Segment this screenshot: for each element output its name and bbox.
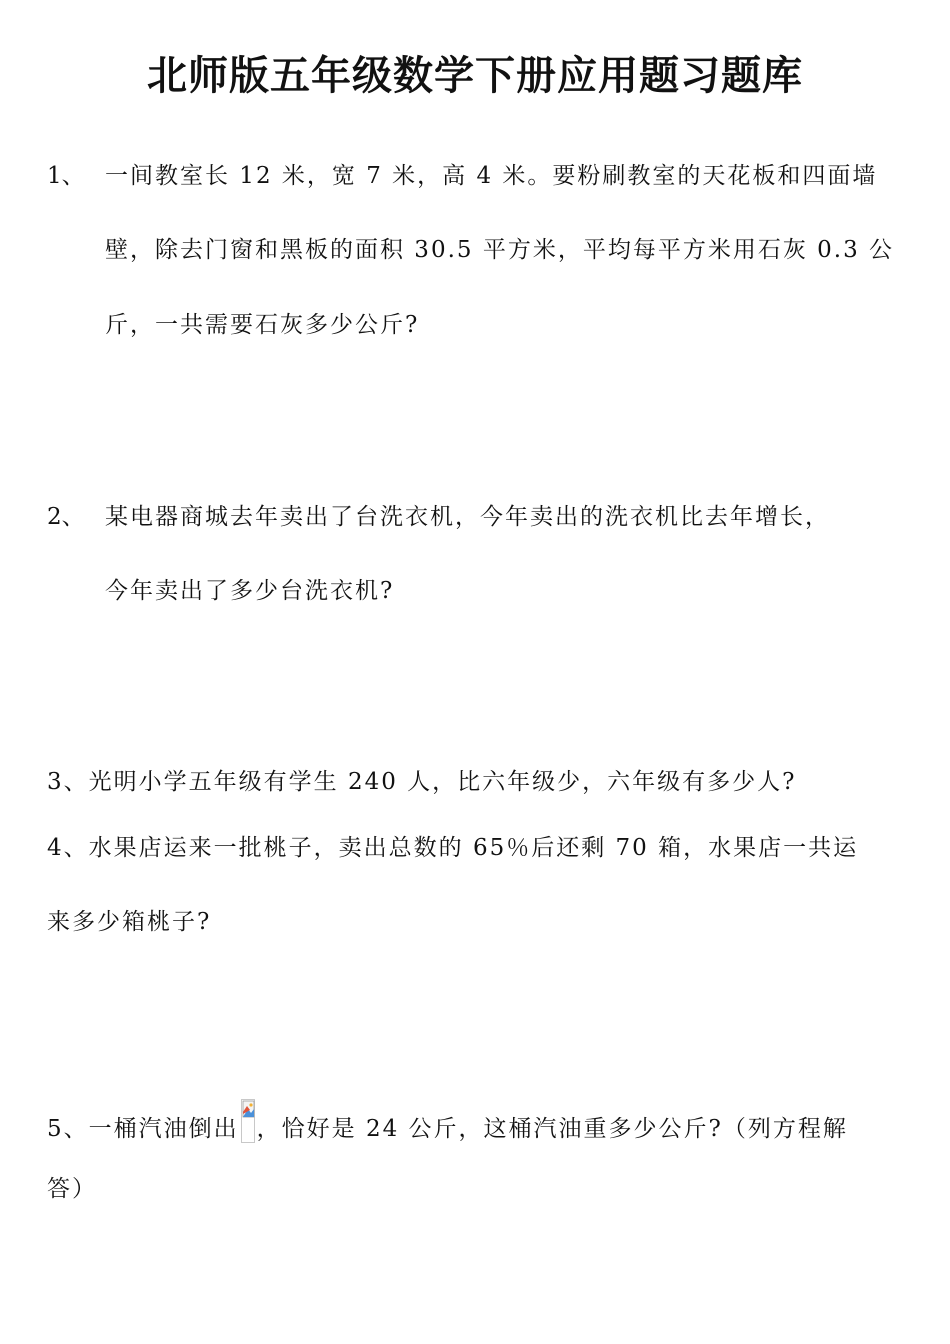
question-5-line-1 xyxy=(47,1099,848,1145)
question-1-line-1: 一间教室长 12 米，宽 7 米，高 4 米。要粉刷教室的天花板和四面墙 xyxy=(105,163,878,189)
question-2-number: 2、 xyxy=(47,504,85,530)
question-1-number: 1、 xyxy=(47,163,85,189)
question-5-line-2: 答） xyxy=(47,1176,97,1202)
question-1-line-2: 壁，除去门窗和黑板的面积 30.5 平方米，平均每平方米用石灰 0.3 公 xyxy=(105,237,895,263)
question-3-line-1: 3、光明小学五年级有学生 240 人，比六年级少，六年级有多少人? xyxy=(47,769,797,795)
question-1-line-3: 斤，一共需要石灰多少公斤? xyxy=(105,312,420,338)
question-5-text-after: ，恰好是 24 公斤，这桶汽油重多少公斤?（列方程解 xyxy=(256,1116,848,1142)
document-title: 北师版五年级数学下册应用题习题库 xyxy=(147,53,803,99)
question-4-line-2: 来多少箱桃子? xyxy=(47,909,212,935)
question-4-line-1: 4、水果店运来一批桃子，卖出总数的 65％后还剩 70 箱，水果店一共运 xyxy=(47,835,859,861)
question-2-line-2: 今年卖出了多少台洗衣机? xyxy=(105,578,395,604)
broken-image-icon xyxy=(241,1099,255,1143)
question-5-text-before: 5、一桶汽油倒出 xyxy=(47,1116,239,1142)
question-2-line-1: 某电器商城去年卖出了台洗衣机，今年卖出的洗衣机比去年增长， xyxy=(105,504,830,530)
